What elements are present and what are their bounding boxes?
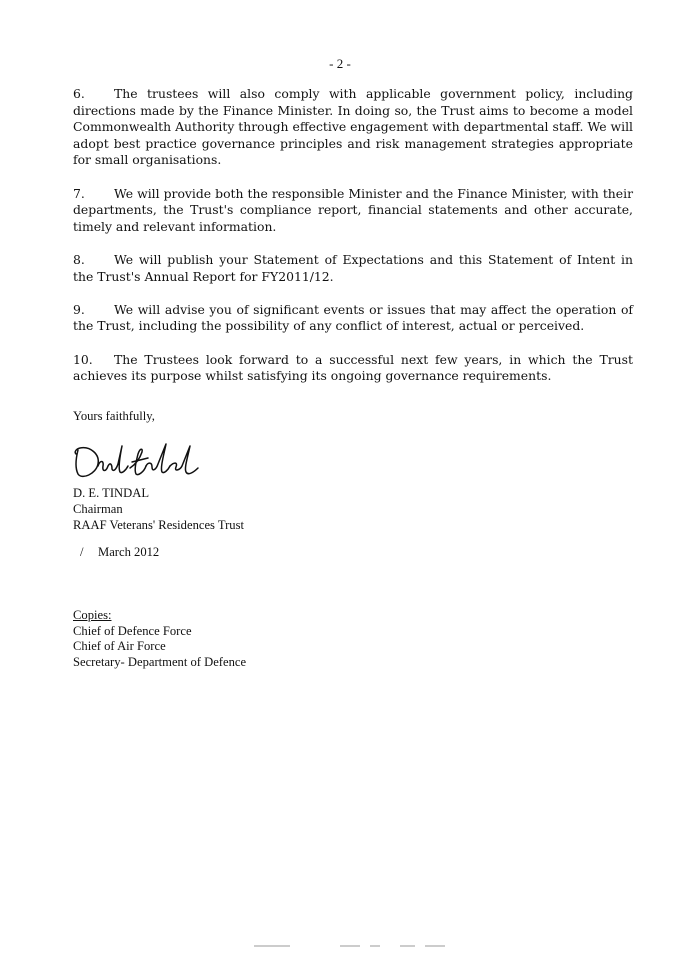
signer-name: D. E. TINDAL: [73, 486, 150, 500]
paragraph-7: [73, 186, 633, 236]
copies-recipient: Chief of Defence Force: [73, 623, 192, 638]
signer-block: [73, 485, 244, 533]
copies-heading: Copies:: [73, 608, 112, 622]
paragraph-number: 6.: [73, 86, 85, 101]
paragraph-6: [73, 86, 633, 169]
paragraph-text: We will advise you of significant events or issues that may affect the operation of the Trust, including the possibility of any conflict of interest, actual or perceived.: [73, 301, 633, 334]
paragraph-number: 7.: [73, 185, 85, 201]
signature-icon: [70, 436, 205, 484]
date-day-mark: /: [80, 545, 84, 559]
copies-block: [73, 608, 246, 670]
letter-date: [80, 545, 159, 560]
paragraph-text: The trustees will also comply with applicable government policy, including directions made by the Finance Minister. In doing so, the Trust aims to become a model Commonwealth Authority through effective engagement with departmental staff. We will adopt best practice governance principles and risk management strategies appropriate for small organisations.: [73, 86, 633, 168]
paragraph-text: The Trustees look forward to a successful next few years, in which the Trust achieves its purpose whilst satisfying its ongoing governance requirements.: [73, 351, 633, 384]
paragraph-text: We will publish your Statement of Expectations and this Statement of Intent in the Trust's Annual Report for FY2011/12.: [73, 251, 633, 284]
letter-body: [73, 86, 633, 401]
copies-recipient: Chief of Air Force: [73, 639, 166, 653]
paragraph-10: [73, 352, 633, 385]
page-number: - 2 -: [329, 56, 351, 71]
closing-salutation: Yours faithfully,: [73, 409, 155, 423]
paragraph-8: [73, 252, 633, 285]
paragraph-text: We will provide both the responsible Minister and the Finance Minister, with their departments, the Trust's compliance report, financial statements and other accurate, timely and relevant information.: [73, 185, 633, 234]
date-month-year: March 2012: [98, 545, 160, 559]
copies-recipient: Secretary- Department of Defence: [73, 654, 247, 669]
paragraph-9: [73, 302, 633, 335]
signer-organisation: RAAF Veterans' Residences Trust: [73, 518, 245, 532]
paragraph-number: 8.: [73, 251, 85, 267]
paragraph-number: 9.: [73, 301, 85, 317]
scan-artifact: [250, 944, 450, 948]
signer-title: Chairman: [73, 502, 123, 516]
paragraph-number: 10.: [73, 351, 93, 367]
